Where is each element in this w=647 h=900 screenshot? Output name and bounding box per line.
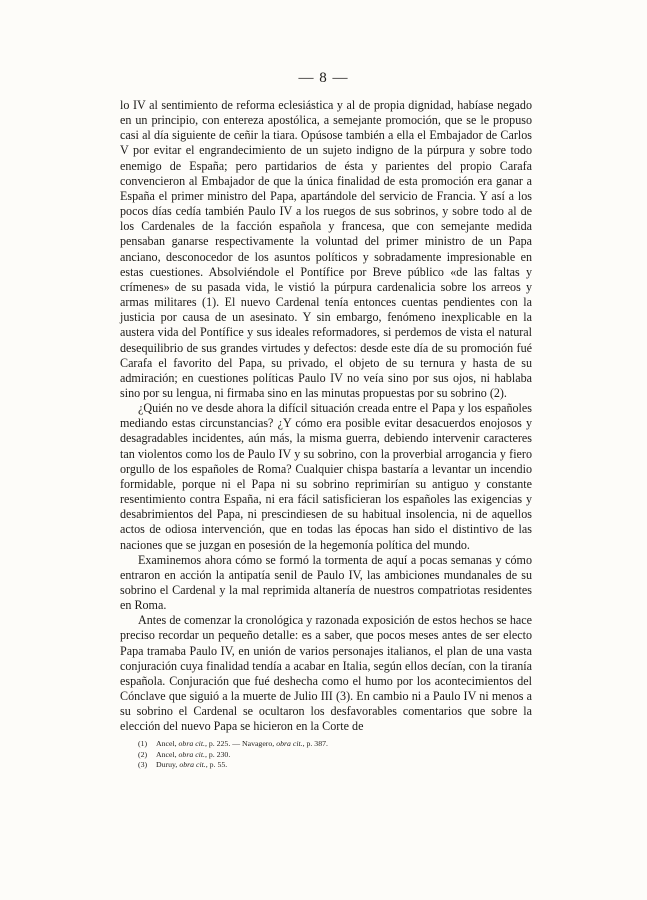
footnote-number: (3)	[138, 760, 148, 770]
footnote-author: Ancel,	[156, 739, 179, 748]
footnote-2	[138, 750, 518, 761]
paragraph-4: Antes de comenzar la cronológica y razonada exposición de estos hechos se hace preciso recordar un pequeño detalle: es a saber, que pocos meses antes de ser electo Papa tramaba Paulo IV, en unión de varios personajes italianos, el plan de una vasta conjuración cuya finalidad tendía a acabar en Italia, según ellos decían, con la tiranía española. Conjuración que fué deshecha como el humo por los acontecimientos del Cónclave que siguió a la muerte de Julio III (3). En cambio ni a Paulo IV ni menos a su sobrino el Cardenal se ocultaron los desfavorables comentarios que sobre la elección del nuevo Papa se hicieron en la Corte de	[120, 613, 532, 734]
body-text	[120, 98, 532, 735]
footnote-page: , p. 230.	[204, 749, 231, 759]
footnotes	[138, 739, 518, 771]
footnote-1	[138, 739, 518, 750]
page-number: — 8 —	[298, 70, 349, 86]
footnote-page-2: , p. 387.	[302, 739, 328, 748]
footnote-work: obra cit.	[178, 749, 205, 759]
paragraph-2: ¿Quién no ve desde ahora la difícil situación creada entre el Papa y los españoles mediando estas circunstancias? ¿Y cómo era posible evitar desacuerdos enojosos y desagradables incidentes, aún más, la misma guerra, debiendo intervenir caracteres tan violentos como los de Paulo IV y su sobrino, con la proverbial arrogancia y fiero orgullo de los españoles de Roma? Cualquier chispa bastaría a levantar un incendio formidable, porque ni el Papa ni su sobrino reprimirían su antiguo y constante resentimiento contra España, ni era fácil satisficieran los españoles las exigencias y desabrimientos del Papa, ni prescindiesen de su habitual insolencia, ni de aquellos actos de odiosa intervención, que en todas las épocas han sido el distintivo de las naciones que se juzgan en posesión de la hegemonía política del mundo.	[120, 401, 532, 552]
footnote-author: Ancel,	[156, 749, 179, 759]
footnote-work-2: obra cit.	[276, 739, 303, 748]
footnote-page: , p. 225. — Navagero,	[204, 739, 277, 748]
footnote-page: , p. 55.	[205, 760, 228, 770]
paragraph-3: Examinemos ahora cómo se formó la tormenta de aquí a pocas semanas y cómo entraron en acción la antipatía senil de Paulo IV, las ambiciones mundanales de su sobrino el Cardenal y la mal reprimida altanería de nuestros compatriotas residentes en Roma.	[120, 552, 532, 613]
paragraph-1: lo IV al sentimiento de reforma eclesiástica y al de propia dignidad, habíase negado en un principio, con entereza apostólica, a semejante promoción, que se le propuso casi al día siguiente de ceñir la tiara. Opúsose también a ella el Embajador de Carlos V por evitar el engrandecimiento de un sujeto indigno de la púrpura y sobre todo enemigo de España; pero partidarios de ésta y parientes del propio Carafa convencieron al Embajador de que la única finalidad de esta promoción era ganar a España el primer ministro del Papa, apartándole del servicio de Francia. Y así a los pocos días cedía también Paulo IV a los ruegos de sus sobrinos, y sobre todo al de los Cardenales de la facción española y francesa, que con semejante medida pensaban ganarse respectivamente la voluntad del primer ministro de un Papa anciano, desconocedor de los asuntos políticos y sobradamente impresionable en estas cuestiones. Absolviéndole el Pontífice por Breve público «de las faltas y crímenes» de su pasada vida, le vistió la púrpura cardenalicia sobre los arreos y armas militares (1). El nuevo Cardenal tenía entonces cuentas pendientes con la justicia por causa de un asesinato. Y sin embargo, fenómeno inexplicable en la austera vida del Pontífice y sus ideales reformadores, si perdemos de vista el natural desequilibrio de sus grandes virtudes y defectos: desde este día de su promoción fué Carafa el favorito del Papa, su privado, el objeto de su ternura y hasta de su admiración; en cuestiones políticas Paulo IV no veía sino por sus ojos, ni hablaba sino por su lengua, ni firmaba sino en las minutas propuestas por su sobrino (2).	[120, 98, 532, 400]
footnote-work: obra cit.	[179, 760, 206, 770]
footnote-3	[138, 760, 518, 771]
footnote-author: Duruy,	[156, 760, 180, 770]
footnote-number: (2)	[138, 749, 148, 759]
footnote-number: (1)	[138, 739, 148, 748]
footnote-work: obra cit.	[178, 739, 205, 748]
